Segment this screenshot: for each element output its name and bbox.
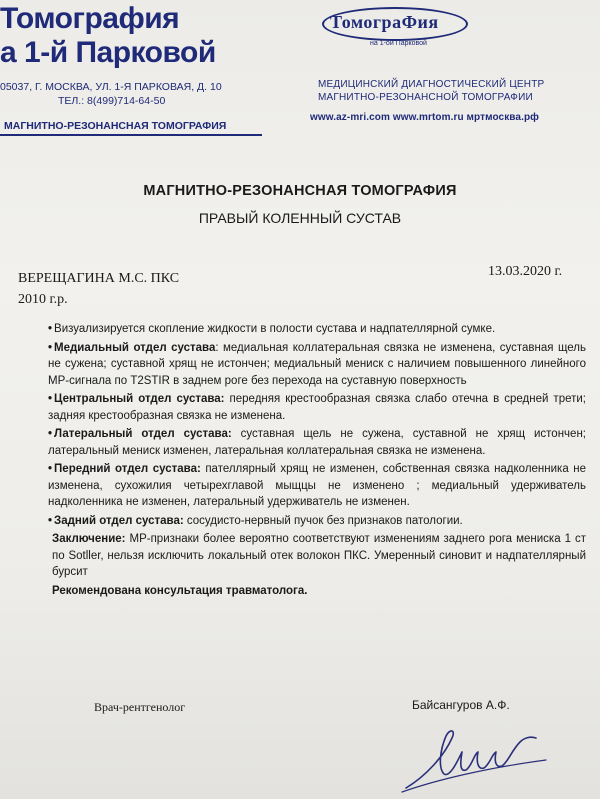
finding-medial-heading: Медиальный отдел сустава: [54, 341, 216, 354]
clinic-name: [0, 4, 216, 68]
clinic-phone: ТЕЛ.: 8(499)714-64-50: [58, 95, 166, 107]
handwritten-signature: [396, 716, 556, 796]
center-name-line1: МЕДИЦИНСКИЙ ДИАГНОСТИЧЕСКИЙ ЦЕНТР: [318, 79, 545, 90]
doctor-name: Байсангуров А.Ф.: [412, 698, 510, 712]
finding-anterior: [48, 461, 586, 511]
finding-central-heading: Центральный отдел сустава:: [54, 393, 225, 405]
center-name-line2: МАГНИТНО-РЕЗОНАНСНОЙ ТОМОГРАФИИ: [318, 92, 533, 103]
finding-anterior-text: пателлярный хрящ не изменен, собственная связка надколенника не изменена, сухожилия четырехглавой мыщцы не изменено ; медиальный удерживатель надколенника не изменен, латеральный удерживатель не изменен.: [48, 463, 586, 508]
clinic-name-line2: а 1-й Парковой: [0, 36, 216, 69]
clinic-name-line1: Томография: [0, 2, 180, 35]
document-title: МАГНИТНО-РЕЗОНАНСНАЯ ТОМОГРАФИЯ: [143, 183, 457, 199]
findings-body: [48, 321, 586, 601]
finding-medial: [48, 340, 586, 390]
patient-birth-year: 2010 г.р.: [18, 292, 68, 307]
bullet-icon: •: [48, 323, 53, 335]
document-subtitle: ПРАВЫЙ КОЛЕННЫЙ СУСТАВ: [198, 210, 402, 226]
patient-name: ВЕРЕЩАГИНА М.С. ПКС: [18, 271, 180, 286]
doctor-role: Врач-рентгенолог: [94, 700, 186, 714]
bullet-icon: •: [48, 514, 53, 527]
center-name-block: [318, 78, 544, 104]
logo-wordmark: ТомограФия: [330, 12, 439, 32]
conclusion-text: МР-признаки более вероятно соответствуют изменениям заднего рога мениска 1 ст по Sotller, нельзя исключить локальный отек волокон ПКС. Умеренный синовит и надпателлярный бурсит: [52, 533, 586, 578]
finding-posterior: [48, 513, 586, 530]
bullet-icon: •: [48, 463, 53, 475]
clinic-address-block: [0, 80, 222, 108]
finding-central-text: передняя крестообразная связка слабо отечна в средней трети; задняя крестообразная связка не изменена.: [48, 393, 586, 422]
finding-medial-text: : медиальная коллатеральная связка не изменена, суставная щель не сужена; суставной хрящ не истончен; медиальный мениск с наличием повышенного линейного МР-сигнала по T2STIR в заднем роге без перехода на суставную поверхность: [48, 341, 586, 387]
finding-central: [48, 391, 586, 424]
mri-band: МАГНИТНО-РЕЗОНАНСНАЯ ТОМОГРАФИЯ: [0, 116, 262, 136]
finding-anterior-heading: Передний отдел сустава:: [54, 463, 201, 475]
conclusion: [48, 531, 586, 581]
finding-general-text: Визуализируется скопление жидкости в полости сустава и надпателлярной сумке.: [54, 323, 496, 335]
finding-lateral: [48, 426, 586, 459]
finding-posterior-text: сосудисто-нервный пучок без признаков патологии.: [183, 514, 463, 527]
recommendation-text: Рекомендована консультация травматолога.: [52, 584, 308, 597]
clinic-logo: [322, 4, 468, 50]
clinic-address: 05037, Г. МОСКВА, УЛ. 1-Я ПАРКОВАЯ, Д. 10: [0, 81, 222, 93]
logo-subtitle: на 1-ой Парковой: [370, 40, 427, 47]
finding-posterior-heading: Задний отдел сустава:: [54, 514, 184, 527]
websites: www.az-mri.com www.mrtom.ru мртмосква.рф: [310, 112, 540, 123]
conclusion-heading: Заключение:: [52, 533, 126, 545]
bullet-icon: •: [48, 341, 53, 354]
bullet-icon: •: [48, 428, 53, 440]
recommendation: [48, 583, 586, 600]
finding-general: [48, 321, 586, 338]
finding-lateral-heading: Латеральный отдел сустава:: [54, 428, 232, 440]
patient-info: [18, 268, 179, 310]
exam-date: 13.03.2020 г.: [488, 264, 563, 279]
bullet-icon: •: [48, 393, 53, 405]
finding-lateral-text: суставная щель не сужена, суставной не хрящ истончен; латеральный мениск изменен, латеральная коллатеральная связка не изменена.: [48, 428, 586, 457]
